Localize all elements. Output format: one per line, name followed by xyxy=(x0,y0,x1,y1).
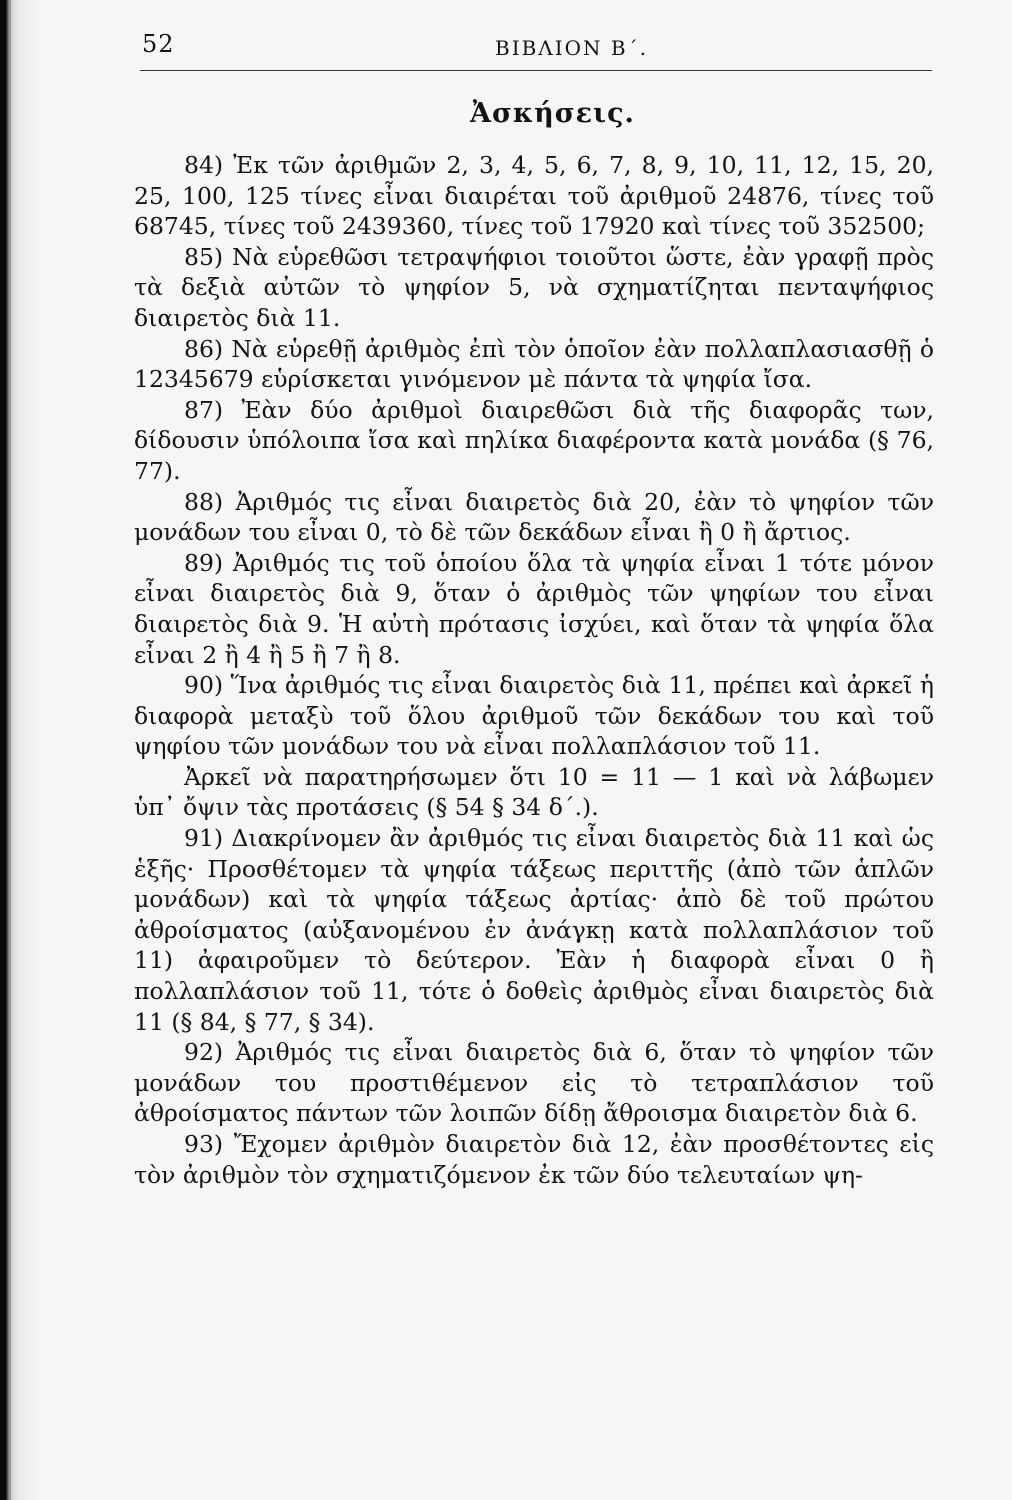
page-header xyxy=(140,26,940,76)
section-title: Ἀσκήσεις. xyxy=(470,98,635,129)
header-rule xyxy=(140,70,932,71)
page-binding-edge xyxy=(0,0,52,1500)
exercise-84: 84) Ἐκ τῶν ἀριθμῶν 2, 3, 4, 5, 6, 7, 8, 9, 10, 11, 12, 15, 20, 25, 100, 125 τίνες εἶναι διαιρέται τοῦ ἀριθμοῦ 24876, τίνες τοῦ 68745, τίνες τοῦ 2439360, τίνες τοῦ 17920 καὶ τίνες τοῦ 352500; xyxy=(134,151,934,241)
exercise-90-note: Ἀρκεῖ νὰ παρατηρήσωμεν ὅτι 10 = 11 — 1 καὶ νὰ λάβωμεν ὑπ᾽ ὄψιν τὰς προτάσεις (§ 54 § 34 δ΄.). xyxy=(134,762,934,822)
exercise-92: 92) Ἀριθμός τις εἶναι διαιρετὸς διὰ 6, ὅταν τὸ ψηφίον τῶν μονάδων του προστιθέμενον εἰς τὸ τετραπλάσιον τοῦ ἀθροίσματος πάντων τῶν λοιπῶν δίδῃ ἄθροισμα διαιρετὸν διὰ 6. xyxy=(134,1038,934,1128)
page-number: 52 xyxy=(142,30,175,58)
exercise-87: 87) Ἐὰν δύο ἀριθμοὶ διαιρεθῶσι διὰ τῆς διαφορᾶς των, δίδουσιν ὑπόλοιπα ἴσα καὶ πηλίκα διαφέροντα κατὰ μονάδα (§ 76, 77). xyxy=(134,395,934,485)
exercise-85: 85) Νὰ εὑρεθῶσι τετραψήφιοι τοιοῦτοι ὥστε, ἐὰν γραφῇ πρὸς τὰ δεξιὰ αὐτῶν τὸ ψηφίον 5, νὰ σχηματίζηται πενταψήφιος διαιρετὸς διὰ 11. xyxy=(134,242,934,332)
running-head: ΒΙΒΛΙΟΝ Β΄. xyxy=(495,36,648,60)
exercise-86: 86) Νὰ εὑρεθῇ ἀριθμὸς ἐπὶ τὸν ὁποῖον ἐὰν πολλαπλασιασθῇ ὁ 12345679 εὑρίσκεται γινόμενον μὲ πάντα τὰ ψηφία ἴσα. xyxy=(134,334,934,394)
exercise-91: 91) Διακρίνομεν ἂν ἀριθμός τις εἶναι διαιρετὸς διὰ 11 καὶ ὡς ἑξῆς· Προσθέτομεν τὰ ψηφία τάξεως περιττῆς (ἀπὸ τῶν ἁπλῶν μονάδων) καὶ τὰ ψηφία τάξεως ἀρτίας· ἀπὸ δὲ τοῦ πρώτου ἀθροίσματος (αὐξανομένου ἐν ἀνάγκῃ κατὰ πολλαπλάσιον τοῦ 11) ἀφαιροῦμεν τὸ δεύτερον. Ἐὰν ἡ διαφορὰ εἶναι 0 ἢ πολλαπλάσιον τοῦ 11, τότε ὁ δοθεὶς ἀριθμὸς εἶναι διαιρετὸς διὰ 11 (§ 84, § 77, § 34). xyxy=(134,824,934,1036)
exercise-89: 89) Ἀριθμός τις τοῦ ὁποίου ὅλα τὰ ψηφία εἶναι 1 τότε μόνον εἶναι διαιρετὸς διὰ 9, ὅταν ὁ ἀριθμὸς τῶν ψηφίων του εἶναι διαιρετὸς διὰ 9. Ἡ αὐτὴ πρότασις ἰσχύει, καὶ ὅταν τὰ ψηφία ὅλα εἶναι 2 ἢ 4 ἢ 5 ἢ 7 ἢ 8. xyxy=(134,548,934,669)
exercise-90: 90) Ἵνα ἀριθμός τις εἶναι διαιρετὸς διὰ 11, πρέπει καὶ ἀρκεῖ ἡ διαφορὰ μεταξὺ τοῦ ὅλου ἀριθμοῦ τῶν δεκάδων του καὶ τοῦ ψηφίου τῶν μονάδων του νὰ εἶναι πολλαπλάσιον τοῦ 11. xyxy=(134,671,934,761)
exercise-list xyxy=(134,150,934,1190)
exercise-88: 88) Ἀριθμός τις εἶναι διαιρετὸς διὰ 20, ἐὰν τὸ ψηφίον τῶν μονάδων του εἶναι 0, τὸ δὲ τῶν δεκάδων εἶναι ἢ 0 ἢ ἄρτιος. xyxy=(134,487,934,547)
exercise-93: 93) Ἔχομεν ἀριθμὸν διαιρετὸν διὰ 12, ἐὰν προσθέτοντες εἰς τὸν ἀριθμὸν τὸν σχηματιζόμενον ἐκ τῶν δύο τελευταίων ψη- xyxy=(134,1130,934,1189)
